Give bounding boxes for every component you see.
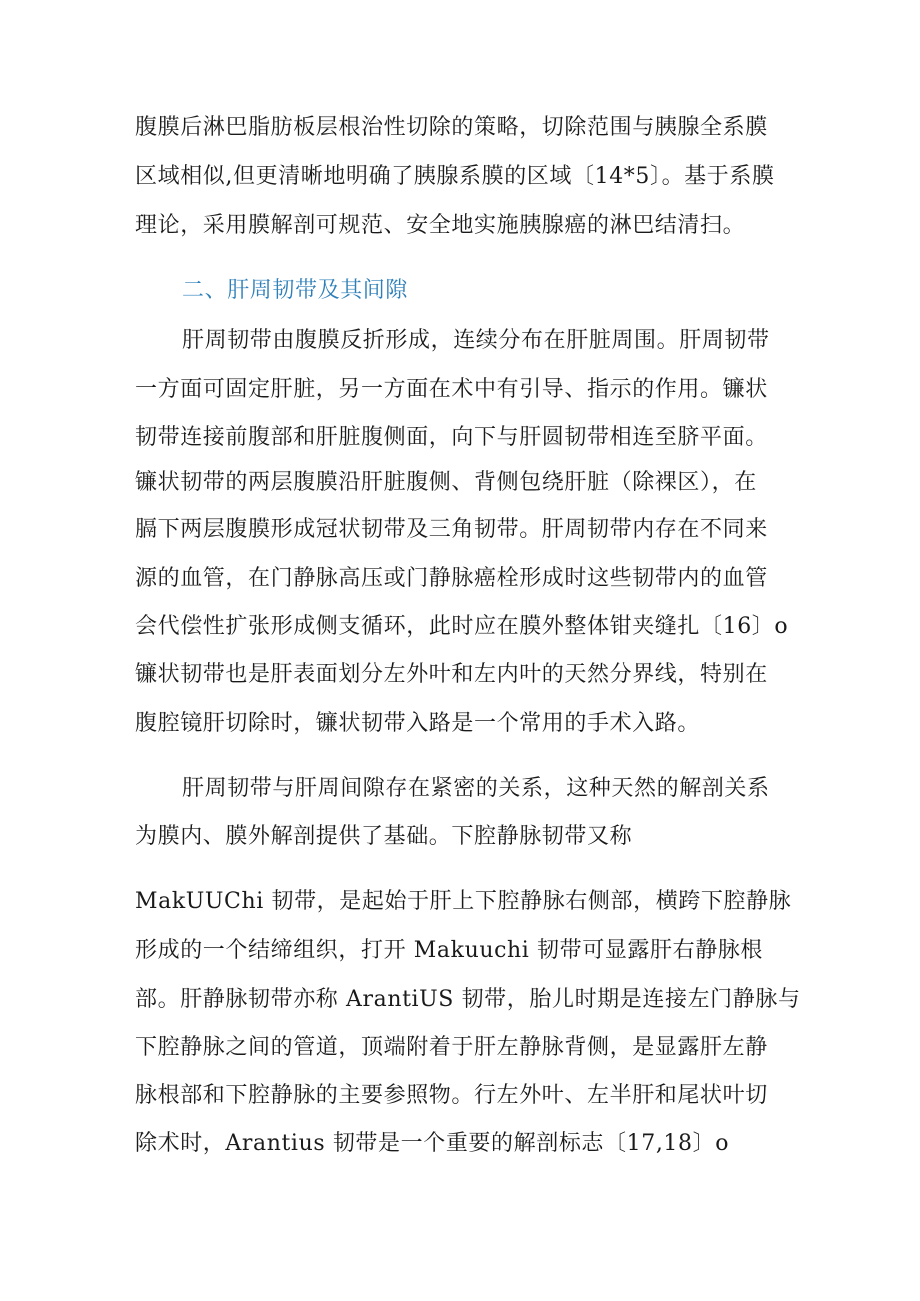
- paragraph-4-line-4: 下腔静脉之间的管道，顶端附着于肝左静脉背侧，是显露肝左静: [135, 1035, 768, 1060]
- paragraph-3-line-1: 肝周韧带与肝周间隙存在紧密的关系，这种天然的解剖关系: [182, 776, 770, 801]
- paragraph-1-line-2: 区域相似,但更清晰地明确了胰腺系膜的区域〔14*5〕。基于系膜: [135, 164, 775, 189]
- paragraph-4-line-5: 脉根部和下腔静脉的主要参照物。行左外叶、左半肝和尾状叶切: [135, 1083, 768, 1108]
- paragraph-2-line-6: 源的血管，在门静脉高压或门静脉癌栓形成时这些韧带内的血管: [135, 566, 768, 591]
- paragraph-2-line-8: 镰状韧带也是肝表面划分左外叶和左内叶的天然分界线，特别在: [135, 662, 768, 687]
- paragraph-2-line-5: 膈下两层腹膜形成冠状韧带及三角韧带。肝周韧带内存在不同来: [135, 517, 768, 542]
- paragraph-2-line-1: 肝周韧带由腹膜反折形成，连续分布在肝脏周围。肝周韧带: [182, 328, 770, 353]
- paragraph-2-line-9: 腹腔镜肝切除时，镰状韧带入路是一个常用的手术入路。: [135, 711, 701, 736]
- paragraph-2-line-3: 韧带连接前腹部和肝脏腹侧面，向下与肝圆韧带相连至脐平面。: [135, 425, 768, 450]
- paragraph-3-line-2: 为膜内、膜外解剖提供了基础。下腔静脉韧带又称: [135, 824, 633, 849]
- paragraph-2-line-7: 会代偿性扩张形成侧支循环，此时应在膜外整体钳夹缝扎〔16〕o: [135, 614, 789, 639]
- paragraph-4-line-3: 部。肝静脉韧带亦称 ArantiUS 韧带，胎儿时期是连接左门静脉与: [135, 987, 801, 1012]
- paragraph-4-line-6: 除术时，Arantius 韧带是一个重要的解剖标志〔17,18〕o: [135, 1131, 730, 1156]
- paragraph-1-line-3: 理论，采用膜解剖可规范、安全地实施胰腺癌的淋巴结清扫。: [135, 213, 746, 238]
- section-heading: 二、肝周韧带及其间隙: [182, 278, 409, 303]
- paragraph-4-line-2: 形成的一个结缔组织，打开 Makuuchi 韧带可显露肝右静脉根: [135, 938, 764, 963]
- paragraph-4-line-1: MakUUChi 韧带，是起始于肝上下腔静脉右侧部，横跨下腔静脉: [135, 889, 792, 914]
- paragraph-2-line-2: 一方面可固定肝脏，另一方面在术中有引导、指示的作用。镰状: [135, 377, 768, 402]
- paragraph-2-line-4: 镰状韧带的两层腹膜沿肝脏腹侧、背侧包绕肝脏（除裸区），在: [135, 470, 757, 495]
- paragraph-1-line-1: 腹膜后淋巴脂肪板层根治性切除的策略，切除范围与胰腺全系膜: [135, 115, 768, 140]
